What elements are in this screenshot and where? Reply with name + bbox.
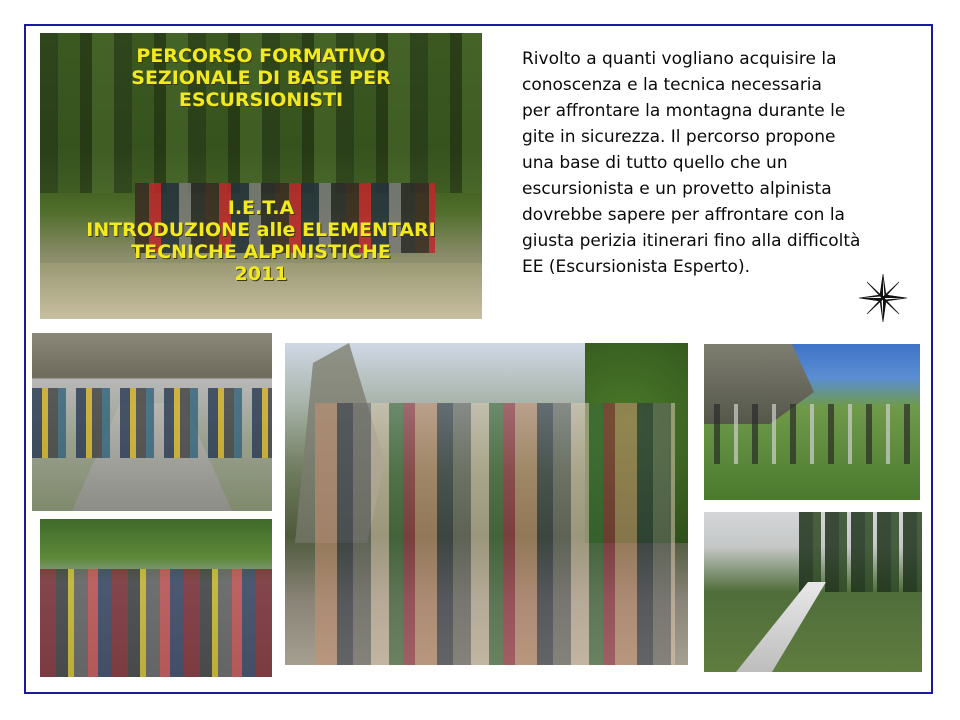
course-subtitle-line-3: TECNICHE ALPINISTICHE: [131, 241, 391, 263]
hikers-on-slope-photo: [704, 344, 920, 500]
group-at-gate-photo: [32, 333, 272, 511]
group-portrait-photo: [285, 343, 688, 665]
course-title-line-2: SEZIONALE DI BASE PER: [131, 67, 391, 89]
group-at-parking-photo: [40, 519, 272, 677]
photo-trail: [724, 582, 844, 672]
description-line: escursionista e un provetto alpinista: [522, 179, 832, 199]
course-subtitle-line-2: INTRODUZIONE alle ELEMENTARI: [86, 219, 436, 241]
description-line: una base di tutto quello che un: [522, 153, 788, 173]
course-year: 2011: [234, 263, 288, 285]
course-title-line-1: PERCORSO FORMATIVO: [136, 45, 386, 67]
photo-trees: [799, 512, 922, 592]
description-line: conoscenza e la tecnica necessaria: [522, 75, 822, 95]
snowy-trail-photo: [704, 512, 922, 672]
course-title: [40, 45, 482, 111]
description-line: Rivolto a quanti vogliano acquisire la: [522, 49, 837, 69]
description-line: EE (Escursionista Esperto).: [522, 257, 750, 277]
photo-hikers: [714, 404, 914, 464]
photo-hikers: [32, 388, 272, 458]
course-description: [522, 46, 932, 280]
description-line: dovrebbe sapere per affrontare con la: [522, 205, 845, 225]
photo-hikers: [40, 569, 272, 677]
description-line: gite in sicurezza. Il percorso propone: [522, 127, 836, 147]
description-line: giusta perizia itinerari fino alla difficoltà: [522, 231, 861, 251]
compass-rose-icon: [857, 272, 909, 324]
description-line: per affrontare la montagna durante le: [522, 101, 846, 121]
hiking-group-photo-with-title: [40, 33, 482, 319]
course-title-line-3: ESCURSIONISTI: [178, 89, 344, 111]
photo-hikers: [315, 403, 675, 665]
course-subtitle-line-1: I.E.T.A: [227, 197, 295, 219]
course-subtitle: [40, 197, 482, 285]
